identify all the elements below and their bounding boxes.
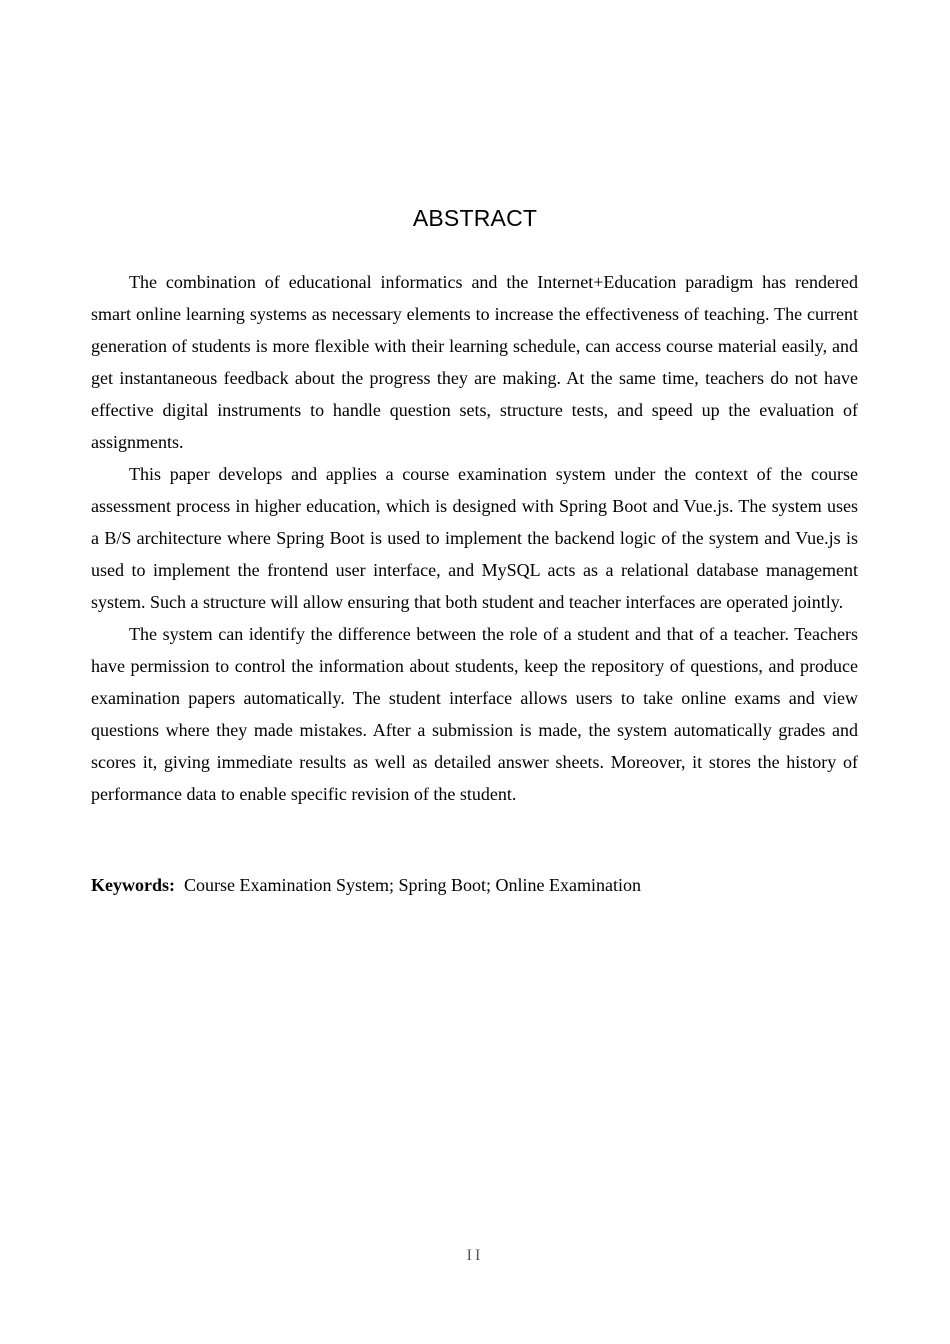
page-number: II [466, 1247, 484, 1264]
keywords-text: Course Examination System; Spring Boot; Online Examination [184, 875, 641, 895]
keywords-label: Keywords: [91, 875, 175, 895]
abstract-title: ABSTRACT [412, 205, 538, 231]
abstract-paragraph-2: This paper develops and applies a course examination system under the context of the course assessment process in higher education, which is designed with Spring Boot and Vue.js. The system uses a B/S architecture where Spring Boot is used to implement the backend logic of the system and Vue.js is used to implement the frontend user interface, and MySQL acts as a relational database management system. Such a structure will allow ensuring that both student and teacher interfaces are operated jointly. [91, 464, 858, 612]
keywords-line [91, 869, 858, 901]
abstract-paragraph-3: The system can identify the difference between the role of a student and that of a teacher. Teachers have permission to control the information about students, keep the repository of questions, and produce examination papers automatically. The student interface allows users to take online exams and view questions where they made mistakes. After a submission is made, the system automatically grades and scores it, giving immediate results as well as detailed answer sheets. Moreover, it stores the history of performance data to enable specific revision of the student. [91, 624, 858, 804]
abstract-body [91, 266, 858, 810]
abstract-paragraph-1: The combination of educational informatics and the Internet+Education paradigm has rendered smart online learning systems as necessary elements to increase the effectiveness of teaching. The current generation of students is more flexible with their learning schedule, can access course material easily, and get instantaneous feedback about the progress they are making. At the same time, teachers do not have effective digital instruments to handle question sets, structure tests, and speed up the evaluation of assignments. [91, 272, 858, 452]
